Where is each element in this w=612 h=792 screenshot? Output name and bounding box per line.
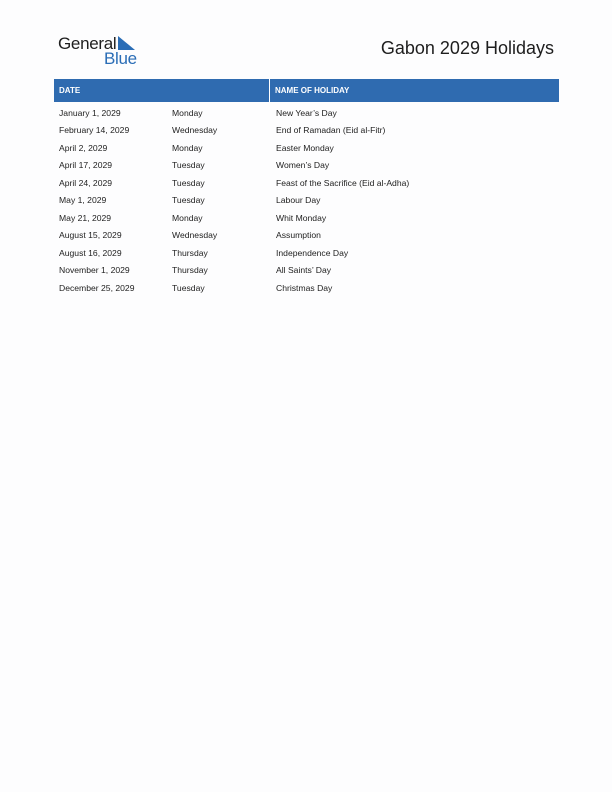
row-weekday: Wednesday	[172, 230, 218, 241]
row-holiday-name: All Saints’ Day	[276, 265, 332, 276]
row-weekday: Thursday	[172, 247, 208, 258]
table-row	[54, 262, 559, 280]
row-date: May 1, 2029	[59, 195, 107, 206]
row-date: December 25, 2029	[59, 282, 135, 293]
row-weekday: Tuesday	[172, 177, 205, 188]
table-row	[54, 139, 559, 157]
table-row	[54, 174, 559, 192]
holidays-table	[54, 79, 559, 297]
row-weekday: Monday	[172, 107, 203, 118]
table-row	[54, 104, 559, 122]
table-row	[54, 209, 559, 227]
table-row	[54, 192, 559, 210]
row-date: February 14, 2029	[59, 125, 130, 136]
table-header	[54, 79, 559, 102]
row-weekday: Tuesday	[172, 160, 205, 171]
row-date: November 1, 2029	[59, 265, 130, 276]
row-date: August 16, 2029	[59, 247, 122, 258]
row-date: April 17, 2029	[59, 160, 113, 171]
row-holiday-name: Assumption	[276, 230, 321, 241]
row-weekday: Tuesday	[172, 195, 205, 206]
page-title: Gabon 2029 Holidays	[380, 38, 554, 58]
row-holiday-name: Christmas Day	[276, 282, 333, 293]
table-body	[54, 104, 559, 297]
row-weekday: Thursday	[172, 265, 208, 276]
table-row	[54, 157, 559, 175]
row-holiday-name: Whit Monday	[276, 212, 327, 223]
row-date: August 15, 2029	[59, 230, 122, 241]
row-weekday: Wednesday	[172, 125, 218, 136]
row-date: April 24, 2029	[59, 177, 113, 188]
row-weekday: Monday	[172, 142, 203, 153]
row-holiday-name: Women’s Day	[276, 160, 330, 171]
logo-triangle-icon	[118, 36, 136, 50]
row-holiday-name: Easter Monday	[276, 142, 334, 153]
row-date: May 21, 2029	[59, 212, 112, 223]
row-holiday-name: Feast of the Sacrifice (Eid al-Adha)	[276, 177, 410, 188]
row-holiday-name: Independence Day	[276, 247, 349, 258]
row-weekday: Monday	[172, 212, 203, 223]
header-date: DATE	[54, 79, 270, 102]
table-row	[54, 227, 559, 245]
table-row	[54, 279, 559, 297]
logo-text-general: General	[58, 34, 117, 53]
row-holiday-name: Labour Day	[276, 195, 321, 206]
row-holiday-name: End of Ramadan (Eid al-Fitr)	[276, 125, 386, 136]
row-date: January 1, 2029	[59, 107, 121, 118]
table-row	[54, 244, 559, 262]
row-date: April 2, 2029	[59, 142, 108, 153]
row-holiday-name: New Year’s Day	[276, 107, 337, 118]
table-row	[54, 122, 559, 140]
header-holiday-name: NAME OF HOLIDAY	[275, 86, 350, 95]
logo	[58, 34, 148, 68]
row-weekday: Tuesday	[172, 282, 205, 293]
logo-text-blue: Blue	[104, 49, 137, 68]
